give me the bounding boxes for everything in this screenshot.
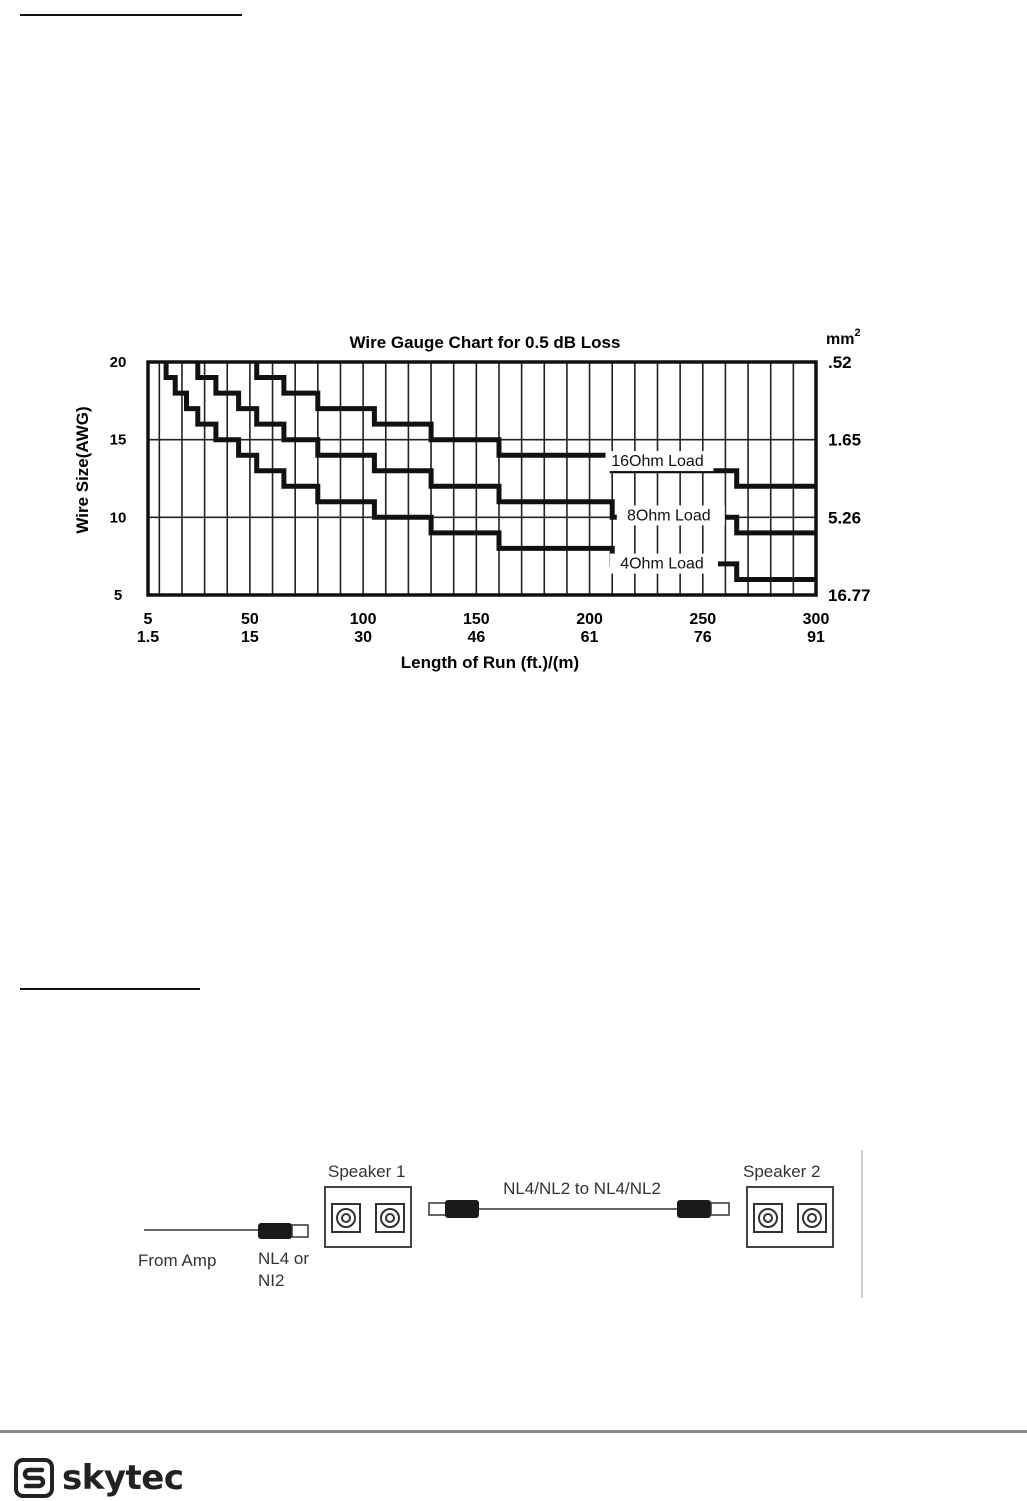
x-tick-label-ft: 50 bbox=[240, 611, 259, 628]
x-tick-label-m: 76 bbox=[693, 629, 712, 646]
series-label-1: 16Ohm Load bbox=[611, 453, 704, 471]
x-tick-label-m: 30 bbox=[354, 629, 373, 646]
link-plug-left-tip bbox=[429, 1203, 447, 1215]
link-plug-right-tip bbox=[711, 1203, 729, 1215]
plug-label-line2: NI2 bbox=[258, 1271, 285, 1290]
speaker-1-jack-b bbox=[376, 1204, 404, 1232]
speaker-connection-diagram bbox=[130, 1150, 870, 1300]
plug-label-line1: NL4 or bbox=[258, 1249, 310, 1268]
wire-gauge-chart bbox=[60, 300, 890, 680]
x-tick-label-ft: 150 bbox=[462, 611, 490, 628]
x-tick-label-m: 15 bbox=[240, 629, 259, 646]
link-plug-left-body bbox=[445, 1200, 479, 1218]
skytec-s-icon bbox=[14, 1458, 54, 1498]
y-tick-label: 20 bbox=[109, 354, 127, 371]
chart-title: Wire Gauge Chart for 0.5 dB Loss bbox=[349, 333, 621, 352]
right-tick-label: 16.77 bbox=[828, 586, 871, 605]
speaker-1-jack-a bbox=[332, 1204, 360, 1232]
right-tick-label: 1.65 bbox=[828, 430, 862, 450]
speaker-2-label: Speaker 2 bbox=[743, 1162, 821, 1181]
x-tick-label-ft: 250 bbox=[689, 611, 717, 628]
right-tick-label: 5.26 bbox=[828, 508, 862, 528]
footer-divider bbox=[0, 1430, 1027, 1433]
right-tick-label: .52 bbox=[828, 353, 852, 372]
speaker-1-label: Speaker 1 bbox=[328, 1162, 406, 1181]
x-axis-label: Length of Run (ft.)/(m) bbox=[400, 653, 580, 672]
link-cable-label: NL4/NL2 to NL4/NL2 bbox=[503, 1179, 661, 1198]
x-tick-label-m: 1.5 bbox=[136, 629, 160, 646]
speaker-2-jack-a bbox=[754, 1204, 782, 1232]
x-tick-label-m: 91 bbox=[807, 629, 825, 646]
x-tick-label-ft: 300 bbox=[802, 611, 830, 628]
x-tick-label-ft: 5 bbox=[143, 611, 153, 628]
link-plug-right-body bbox=[677, 1200, 711, 1218]
x-tick-label-ft: 100 bbox=[349, 611, 377, 628]
x-tick-label-m: 46 bbox=[467, 629, 486, 646]
y-tick-label: 5 bbox=[113, 587, 123, 604]
amp-plug-body bbox=[258, 1223, 292, 1239]
brand-name: skytec bbox=[62, 1458, 184, 1498]
section-heading-underline-1 bbox=[20, 14, 242, 16]
right-axis-label: $mm^2$ bbox=[826, 327, 861, 348]
series-label-3: 4Ohm Load bbox=[620, 555, 704, 573]
x-tick-label-ft: 200 bbox=[576, 611, 603, 628]
speaker-2-jack-b bbox=[798, 1204, 826, 1232]
from-amp-label: From Amp bbox=[138, 1251, 217, 1270]
amp-plug-tip bbox=[292, 1225, 308, 1237]
y-tick-label: 10 bbox=[109, 509, 127, 527]
y-tick-label: 15 bbox=[109, 431, 127, 449]
x-tick-label-m: 61 bbox=[580, 629, 599, 646]
skytec-logo bbox=[14, 1455, 183, 1501]
section-heading-underline-2 bbox=[20, 988, 200, 990]
series-label-2: 8Ohm Load bbox=[627, 507, 711, 525]
y-axis-label: Wire Size(AWG) bbox=[73, 406, 92, 534]
